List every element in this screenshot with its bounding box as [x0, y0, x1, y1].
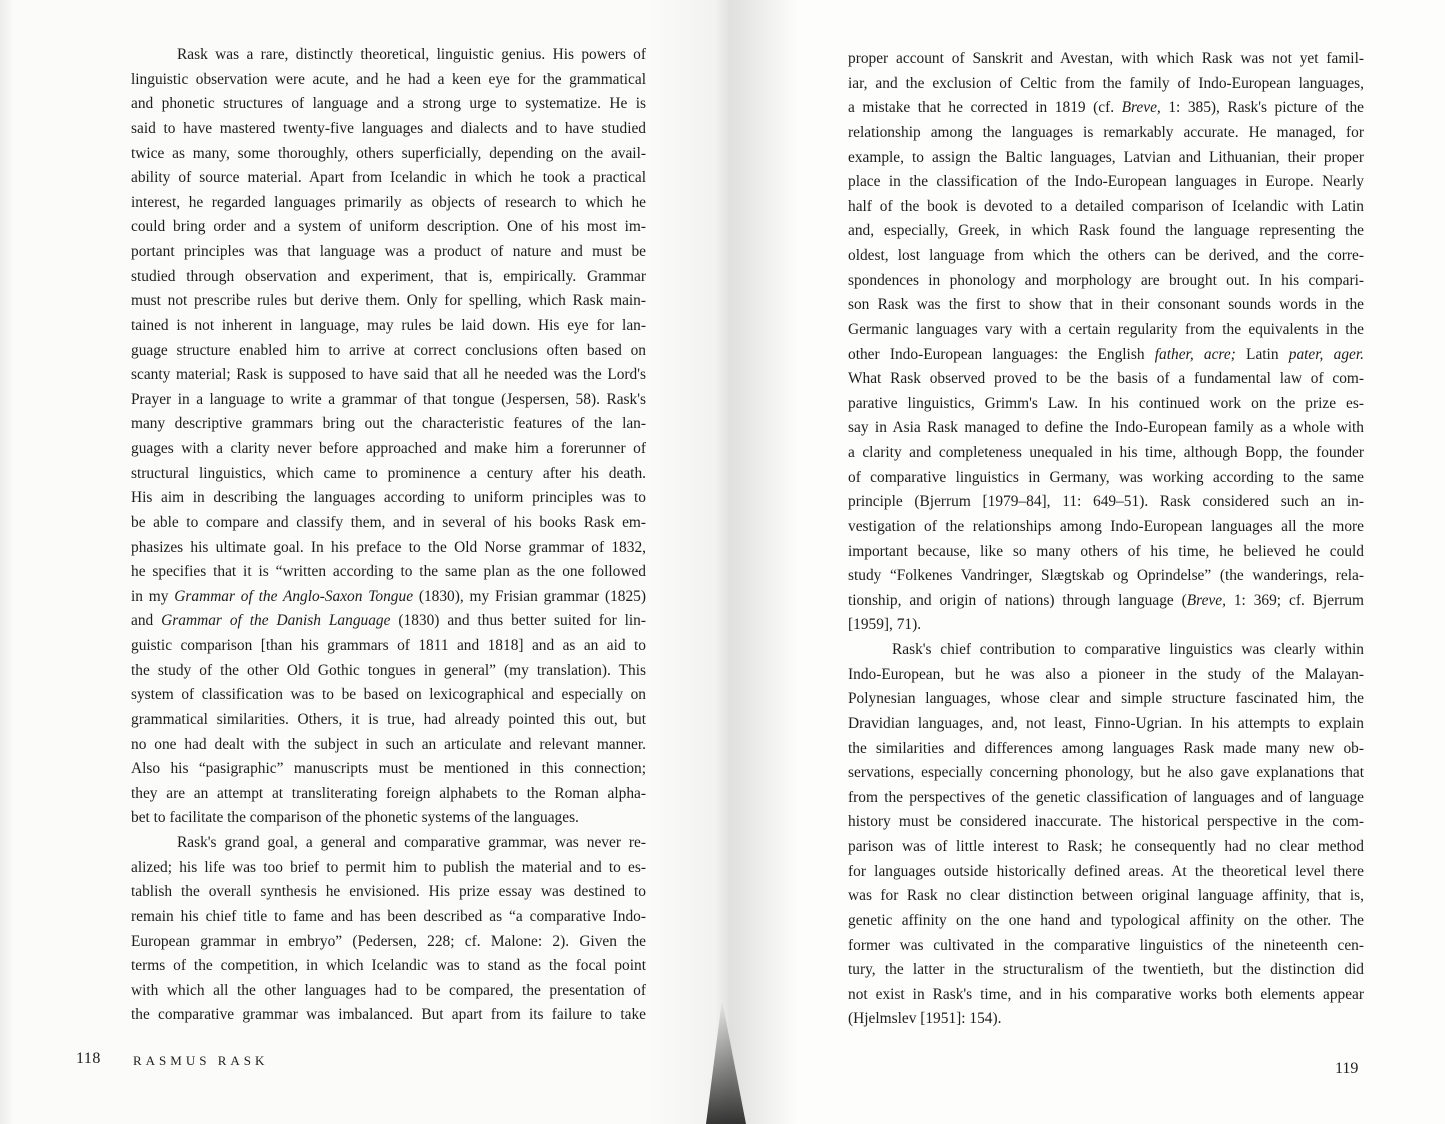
text-line: tained is not inherent in language, may rules be laid down. His eye for lan- — [131, 316, 646, 334]
text-line: example, to assign the Baltic languages, Latvian and Lithuanian, their proper — [848, 148, 1364, 166]
text-line — [848, 343, 1364, 368]
text-line: parative linguistics, Grimm's Law. In his continued work on the prize es- — [848, 394, 1364, 412]
text-line: tury, the latter in the structuralism of the twentieth, but the distinction did — [848, 961, 1364, 979]
left-page-text — [131, 43, 646, 1028]
right-page-text — [848, 47, 1364, 1032]
text-line: interest, he regarded languages primarily as objects of research to which he — [131, 193, 646, 211]
text-line: Germanic languages vary with a certain regularity from the equivalents in the — [848, 320, 1364, 338]
text-line: a clarity and completeness unequaled in his time, although Bopp, the founder — [848, 444, 1364, 461]
text-line: they are an attempt at transliterating foreign alphabets to the Roman alpha- — [131, 784, 646, 802]
left-page-number: 118 — [76, 1050, 101, 1067]
text-line: terms of the competition, in which Icelandic was to stand as the focal point — [131, 957, 646, 975]
text-line: [1959], 71). — [848, 616, 922, 634]
text-line: alized; his life was too brief to permit him to publish the material and to es- — [131, 858, 646, 876]
text-span: (1830), my Frisian grammar (1825) — [413, 587, 646, 605]
text-line: must not prescribe rules but derive them. Only for spelling, which Rask main- — [131, 292, 646, 310]
text-line: could bring order and a system of uniform description. One of his most im- — [131, 218, 646, 236]
text-line: guages with a clarity never before approached and make him a forerunner of — [131, 440, 646, 457]
text-line: relationship among the languages is remarkably accurate. He managed, for — [848, 123, 1364, 141]
text-line: twice as many, some thoroughly, others superficially, depending on the avail- — [131, 144, 646, 162]
text-line: Also his “pasigraphic” manuscripts must be mentioned in this connection; — [131, 760, 646, 778]
text-line: was for Rask no clear distinction between original language affinity, that is, — [848, 887, 1364, 905]
text-line: scanty material; Rask is supposed to have said that all he needed was the Lord's — [131, 366, 646, 384]
text-line: from the perspectives of the genetic classification of languages and of language — [848, 788, 1364, 806]
text-line: Rask's chief contribution to comparative linguistics was clearly within — [892, 641, 1364, 658]
text-line: no one had dealt with the subject in such an articulate and relevant manner. — [131, 735, 646, 753]
text-line: ability of source material. Apart from Icelandic in which he took a practical — [131, 169, 646, 187]
text-span: other Indo-European languages: the English — [848, 345, 1155, 363]
text-line — [131, 585, 646, 610]
text-line: guistic comparison [than his grammars of 1811 and 1818] and as an aid to — [131, 637, 646, 654]
text-line: system of classification was to be based on lexicographical and especially on — [131, 686, 646, 704]
text-span: Latin — [1235, 345, 1289, 363]
text-line: servations, especially concerning phonology, but he also gave explanations that — [848, 764, 1364, 782]
text-line: iar, and the exclusion of Celtic from the family of Indo-European languages, — [848, 74, 1364, 92]
text-line: son Rask was the first to show that in their consonant sounds words in the — [848, 296, 1364, 314]
text-line: portant principles was that language was a product of nature and must be — [131, 243, 646, 260]
right-page-number: 119 — [1335, 1060, 1359, 1077]
text-line: for languages outside historically defined areas. At the theoretical level there — [848, 862, 1364, 880]
text-line: studied through observation and experiment, that is, empirically. Grammar — [131, 267, 646, 285]
text-line: Prayer in a language to write a grammar of that tongue (Jespersen, 58). Rask's — [131, 390, 646, 408]
text-line: the study of the other Old Gothic tongues in general” (my translation). This — [131, 661, 646, 679]
text-line: tablish the overall synthesis he envisioned. His prize essay was destined to — [131, 883, 646, 901]
text-line: His aim in describing the languages according to uniform principles was to — [131, 489, 646, 507]
text-line: of comparative linguistics in Germany, was working according to the same — [848, 468, 1364, 486]
text-line — [131, 609, 646, 634]
text-line: and, especially, Greek, in which Rask found the language representing the — [848, 222, 1364, 240]
text-line: be able to compare and classify them, and in several of his books Rask em- — [131, 513, 646, 531]
text-line: important because, like so many others of his time, he believed he could — [848, 542, 1364, 560]
text-line: half of the book is devoted to a detailed comparison of Icelandic with Latin — [848, 197, 1364, 215]
italic-title: Grammar of the Anglo-Saxon Tongue — [174, 587, 414, 605]
text-span: a mistake that he corrected in 1819 (cf. — [848, 99, 1122, 117]
text-line: many descriptive grammars bring out the characteristic features of the lan- — [131, 415, 646, 433]
text-line: he specifies that it is “written according to the same plan as the one followed — [131, 563, 646, 581]
text-line: (Hjelmslev [1951]: 154). — [848, 1010, 1002, 1028]
text-line: the comparative grammar was imbalanced. But apart from its failure to take — [131, 1006, 646, 1024]
right-page — [722, 0, 1445, 1124]
text-line — [848, 589, 1364, 614]
text-line: European grammar in embryo” (Pedersen, 228; cf. Malone: 2). Given the — [131, 932, 646, 950]
text-line: grammatical similarities. Others, it is true, had already pointed this out, but — [131, 710, 646, 728]
running-head: RASMUS RASK — [133, 1053, 269, 1068]
text-span: (1830) and thus better suited for lin- — [390, 612, 646, 630]
text-line: former was cultivated in the comparative linguistics of the nineteenth cen- — [848, 936, 1364, 954]
text-span: in my — [131, 587, 175, 605]
text-line: parison was of little interest to Rask; he consequently had no clear method — [848, 838, 1364, 855]
text-line: remain his chief title to fame and has been described as “a comparative Indo- — [131, 907, 646, 925]
text-line: bet to facilitate the comparison of the phonetic systems of the languages. — [131, 809, 579, 827]
text-line: place in the classification of the Indo-European languages in Europe. Nearly — [848, 173, 1364, 191]
text-line: study “Folkenes Vandringer, Slægtskab og Oprindelse” (the wanderings, rela- — [848, 567, 1364, 585]
text-line: the similarities and differences among languages Rask made many new ob- — [848, 739, 1364, 757]
text-line: guage structure enabled him to arrive at correct conclusions often based on — [131, 341, 646, 359]
text-span: 1: 385), Rask's picture of the — [1160, 99, 1364, 117]
text-line: oldest, lost language from which the others can be derived, and the corre- — [848, 247, 1364, 264]
text-line — [848, 96, 1364, 121]
text-line: with which all the other languages had to be compared, the presentation of — [131, 981, 646, 999]
text-line: What Rask observed proved to be the basis of a fundamental law of com- — [848, 370, 1364, 388]
text-line: Rask's grand goal, a general and comparative grammar, was never re- — [177, 834, 646, 851]
left-page — [0, 0, 722, 1124]
italic-title: Breve, — [1121, 99, 1161, 117]
text-line: genetic affinity on the one hand and typological affinity on the other. The — [848, 911, 1364, 929]
text-span: 1: 369; cf. Bjerrum — [1225, 591, 1364, 609]
italic-title: Breve, — [1186, 591, 1226, 609]
text-span: and — [131, 612, 162, 630]
italic-title: Grammar of the Danish Language — [161, 612, 391, 630]
text-line: Dravidian languages, and, not least, Finno-Ugrian. In his attempts to explain — [848, 714, 1364, 732]
text-line: proper account of Sanskrit and Avestan, with which Rask was not yet famil- — [848, 50, 1364, 67]
text-span: tionship, and origin of nations) through language ( — [848, 591, 1187, 609]
text-line: Rask was a rare, distinctly theoretical, linguistic genius. His powers of — [177, 46, 646, 63]
text-line: not exist in Rask's time, and in his comparative works both elements appear — [848, 985, 1364, 1003]
text-line: say in Asia Rask managed to define the Indo-European family as a whole with — [848, 419, 1364, 437]
italic-title: father, acre; — [1154, 345, 1236, 363]
text-line: Polynesian languages, whose clear and simple structure fascinated him, the — [848, 690, 1364, 708]
text-line: history must be considered inaccurate. The historical perspective in the com- — [848, 813, 1364, 831]
text-line: vestigation of the relationships among Indo-European languages all the more — [848, 517, 1364, 535]
text-line: linguistic observation were acute, and he had a keen eye for the grammatical — [131, 70, 646, 88]
text-line: phasizes his ultimate goal. In his preface to the Old Norse grammar of 1832, — [131, 538, 646, 556]
text-line: said to have mastered twenty-five languages and dialects and to have studied — [131, 119, 646, 137]
text-line: and phonetic structures of language and a strong urge to systematize. He is — [131, 95, 646, 113]
text-line: spondences in phonology and morphology are brought out. In his compari- — [848, 271, 1364, 289]
text-line: principle (Bjerrum [1979–84], 11: 649–51). Rask considered such an in- — [848, 493, 1364, 511]
page-edge-shadow — [0, 0, 14, 1124]
italic-title: pater, ager. — [1288, 345, 1364, 363]
text-line: Indo-European, but he was also a pioneer in the study of the Malayan- — [848, 665, 1364, 683]
text-line: structural linguistics, which came to prominence a century after his death. — [131, 464, 646, 482]
